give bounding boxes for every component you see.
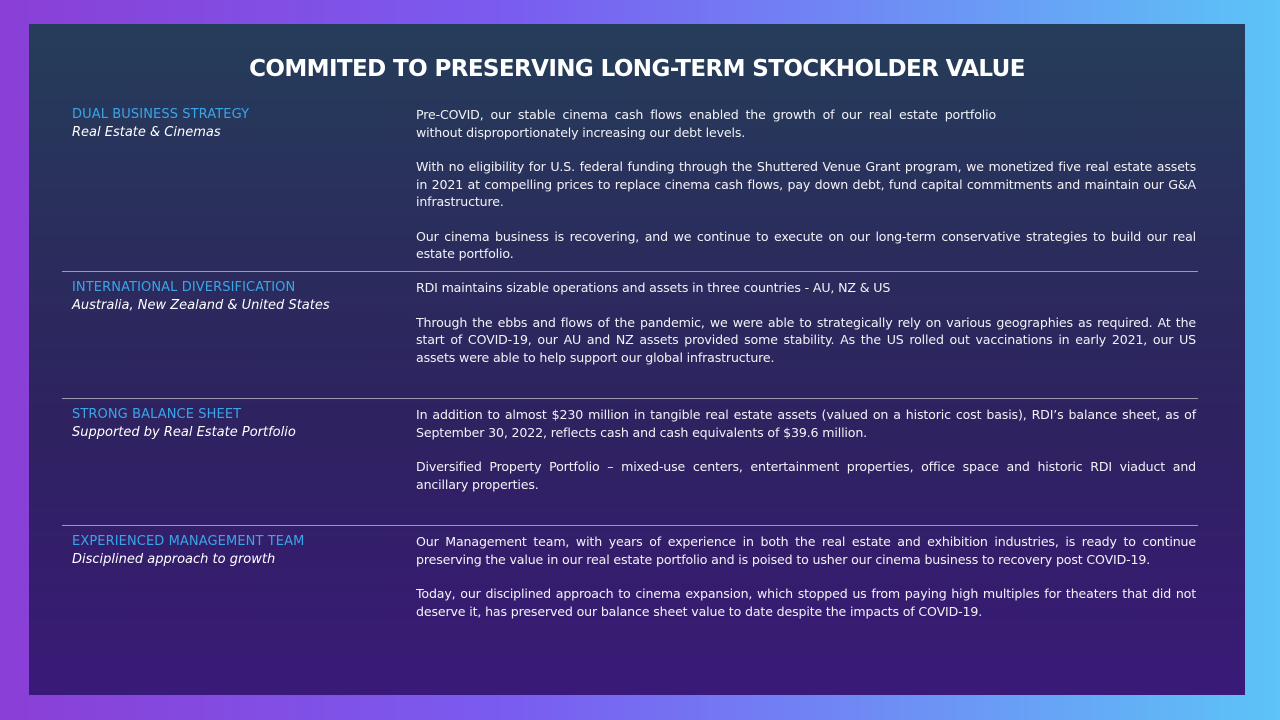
section-label [72,279,412,315]
section-label [72,406,412,442]
section-heading: DUAL BUSINESS STRATEGY [72,107,250,122]
section-label [72,106,412,142]
section-divider [62,271,1198,272]
section-paragraph: Through the ebbs and flows of the pandemic, we were able to strategically rely on various geographies as required. At the start of COVID-19, our AU and NZ assets provided some stability. As the US rolled out vaccinations in early 2021, our US assets were able to help support our global infrastructure. [416,314,1196,365]
section-divider [62,398,1198,399]
section-paragraph: Pre-COVID, our stable cinema cash flows enabled the growth of our real estate portfolio without disproportionately increasing our debt levels. [416,107,996,140]
section-heading: INTERNATIONAL DIVERSIFICATION [72,280,296,295]
section-subheading: Real Estate & Cinemas [72,125,221,140]
section-subheading: Australia, New Zealand & United States [72,298,330,313]
slide [29,24,1245,695]
section-body [416,279,1196,383]
section-subheading: Disciplined approach to growth [72,552,276,567]
section-heading: EXPERIENCED MANAGEMENT TEAM [72,534,305,549]
section-paragraph: RDI maintains sizable operations and assets in three countries - AU, NZ & US [416,280,891,295]
slide-title: COMMITED TO PRESERVING LONG-TERM STOCKHOLDER VALUE [249,56,1025,82]
section-paragraph: Diversified Property Portfolio – mixed-use centers, entertainment properties, office space and historic RDI viaduct and ancillary properties. [416,459,1196,492]
section-label [72,533,412,569]
section-paragraph: Today, our disciplined approach to cinema expansion, which stopped us from paying high multiples for theaters that did not deserve it, has preserved our balance sheet value to date despite the impacts of COVID-19. [416,586,1196,619]
section-subheading: Supported by Real Estate Portfolio [72,425,296,440]
section-body [416,406,1196,510]
section-heading: STRONG BALANCE SHEET [72,407,242,422]
section-paragraph: Our Management team, with years of experience in both the real estate and exhibition industries, is ready to continue preserving the value in our real estate portfolio and is poised to usher our cinema business to recovery post COVID-19. [416,534,1196,567]
section-paragraph: With no eligibility for U.S. federal funding through the Shuttered Venue Grant program, we monetized five real estate assets in 2021 at compelling prices to replace cinema cash flows, pay down debt, fund capital commitments and maintain our G&A infrastructure. [416,159,1196,209]
section-divider [62,525,1198,526]
section-paragraph: In addition to almost $230 million in tangible real estate assets (valued on a historic cost basis), RDI’s balance sheet, as of September 30, 2022, reflects cash and cash equivalents of $39.6 million. [416,407,1196,440]
section-paragraph: Our cinema business is recovering, and we continue to execute on our long-term conservative strategies to build our real estate portfolio. [416,228,1196,261]
section-body [416,106,1196,280]
section-body [416,533,1196,637]
